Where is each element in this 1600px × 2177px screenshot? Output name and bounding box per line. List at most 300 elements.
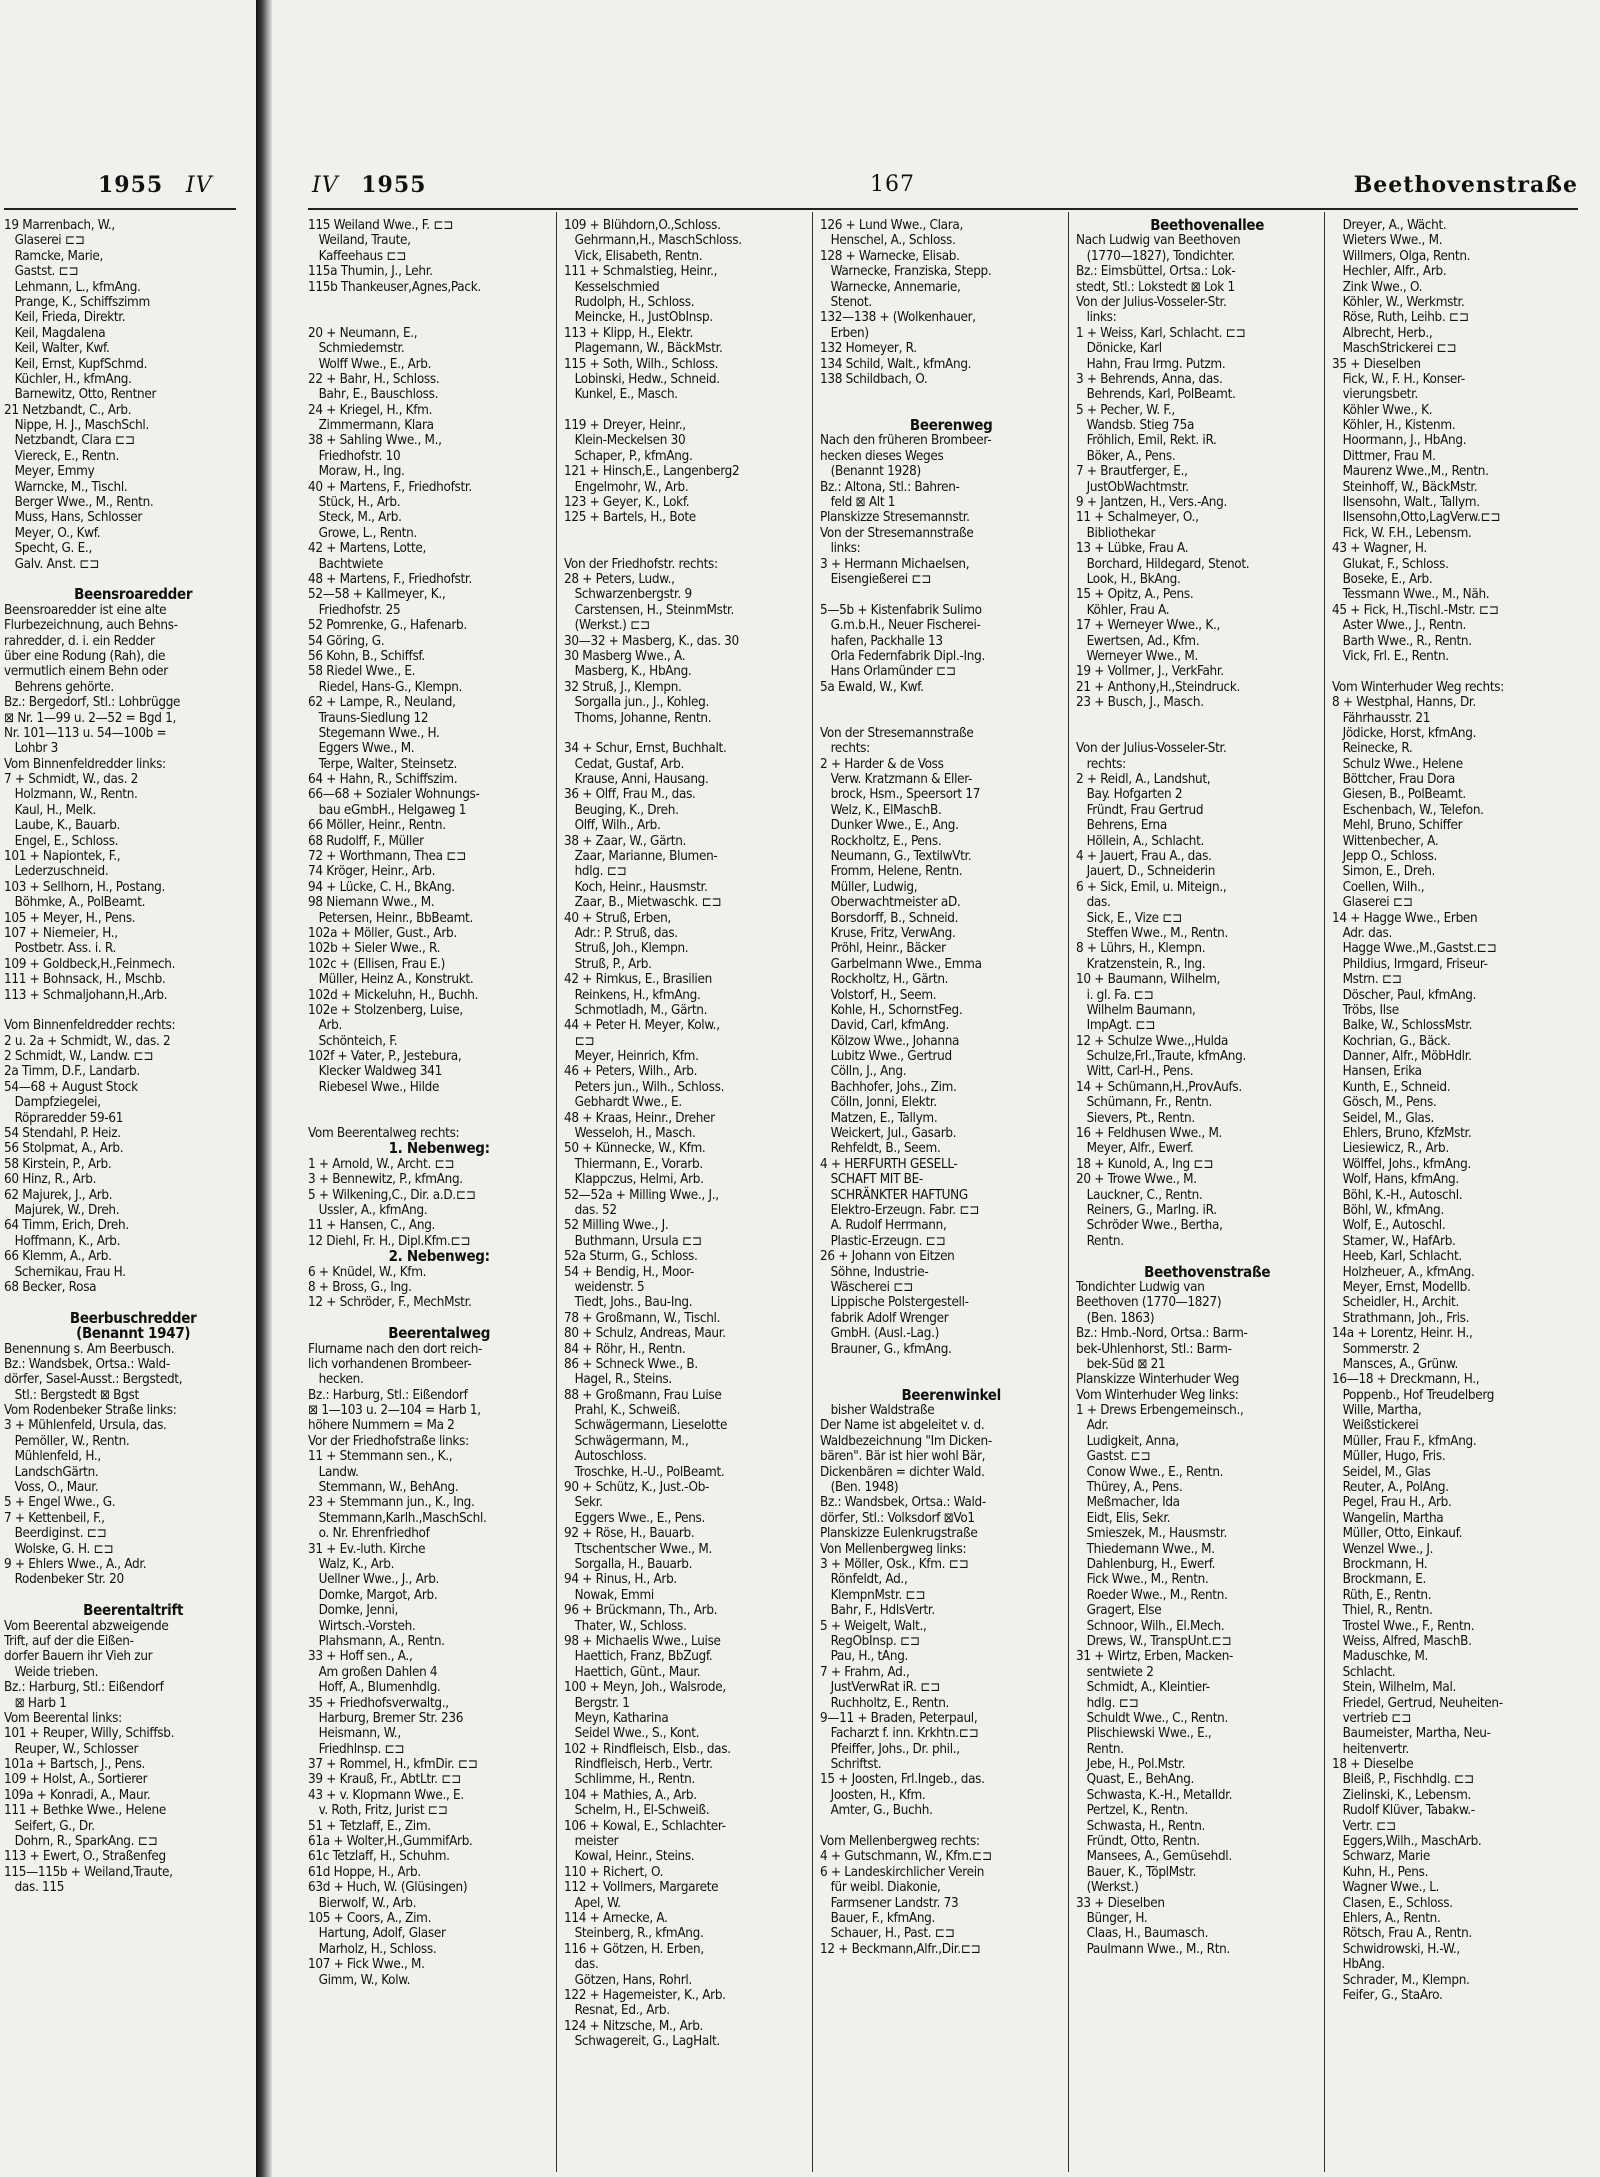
directory-line: Giesen, B., PolBeamt.	[1332, 787, 1466, 803]
directory-line: Bauer, F., kfmAng.	[820, 1910, 936, 1926]
directory-line: Berger Wwe., M., Rentn.	[4, 495, 154, 511]
directory-line: 58 Riedel Wwe., E.	[308, 664, 416, 680]
directory-line: 94 + Rinus, H., Arb.	[564, 1572, 677, 1588]
directory-line: Danner, Alfr., MöbHdlr.	[1332, 1049, 1472, 1065]
directory-line: Baumeister, Martha, Neu-	[1332, 1726, 1491, 1742]
directory-line: 105 + Meyer, H., Pens.	[4, 910, 136, 926]
directory-line: Trostel Wwe., F., Rentn.	[1332, 1618, 1475, 1634]
left-header-roman: IV	[185, 173, 213, 198]
directory-line: Müller, Frau F., kfmAng.	[1332, 1433, 1477, 1449]
directory-line: 21 + Anthony,H.,Steindruck.	[1076, 679, 1241, 695]
directory-line: Masberg, K., HbAng.	[564, 664, 692, 680]
directory-line: 5 + Engel Wwe., G.	[4, 1495, 116, 1511]
directory-line: Wilhelm Baumann,	[1076, 1002, 1196, 1018]
directory-line: 22 + Bahr, H., Schloss.	[308, 371, 440, 387]
directory-line: Rönfeldt, Ad.,	[820, 1572, 908, 1588]
directory-line: Weiss, Alfred, MaschB.	[1332, 1633, 1472, 1649]
directory-line: Glukat, F., Schloss.	[1332, 556, 1449, 572]
directory-line: Lehmann, L., kfmAng.	[4, 279, 141, 295]
directory-line: Schümann, Fr., Rentn.	[1076, 1095, 1213, 1111]
directory-line: 54 + Bendig, H., Moor-	[564, 1264, 694, 1280]
directory-line: Jepp O., Schloss.	[1332, 849, 1437, 865]
directory-line: 52—58 + Kallmeyer, K.,	[308, 587, 446, 603]
directory-line: Schelm, H., El-Schweiß.	[564, 1803, 710, 1819]
directory-line: Hoffmann, K., Arb.	[4, 1233, 121, 1249]
directory-line: hdlg. ⊏⊐	[1076, 1695, 1139, 1711]
directory-line: Vick, Frl. E., Rentn.	[1332, 648, 1449, 664]
directory-line: Plagemann, W., BäckMstr.	[564, 341, 723, 357]
directory-line: 54 Stendahl, P. Heiz.	[4, 1126, 121, 1142]
directory-line: Zaar, B., Mietwaschk. ⊏⊐	[564, 895, 722, 911]
directory-line: RegObInsp. ⊏⊐	[820, 1633, 920, 1649]
directory-line: Borsdorff, B., Schneid.	[820, 910, 959, 926]
directory-line: Behrends, Karl, PolBeamt.	[1076, 387, 1236, 403]
directory-line: Adr.	[1076, 1418, 1109, 1434]
directory-line: Gastst. ⊏⊐	[4, 264, 79, 280]
directory-line: Stemmann,Karlh.,MaschSchl.	[308, 1510, 487, 1526]
directory-line: (1770—1827), Tondichter.	[1076, 248, 1235, 264]
directory-line: Fründt, Otto, Rentn.	[1076, 1834, 1200, 1850]
directory-line: 107 + Niemeier, H.,	[4, 925, 118, 941]
directory-line: Mehl, Bruno, Schiffer	[1332, 818, 1463, 834]
directory-line: 66 Klemm, A., Arb.	[4, 1249, 112, 1265]
directory-line: 102f + Vater, P., Jestebura,	[308, 1049, 462, 1065]
directory-line: A. Rudolf Herrmann,	[820, 1218, 947, 1234]
directory-line: Voss, O., Maur.	[4, 1480, 99, 1496]
directory-line: Vom Beerentalweg rechts:	[308, 1126, 460, 1142]
directory-line: Schwägermann, M.,	[564, 1433, 689, 1449]
directory-line: Vom Beerental links:	[4, 1710, 122, 1726]
directory-line: Beethoven (1770—1827)	[1076, 1295, 1222, 1311]
directory-line: LandschGärtn.	[4, 1464, 99, 1480]
directory-line: Keil, Frieda, Direktr.	[4, 310, 126, 326]
street-heading: (Benannt 1947)	[49, 1324, 191, 1343]
directory-line	[564, 526, 800, 541]
directory-line: 7 + Brautferger, E.,	[1076, 464, 1188, 480]
directory-line: 12 + Schröder, F., MechMstr.	[308, 1295, 472, 1311]
directory-line: 121 + Hinsch,E., Langenberg2	[564, 464, 740, 480]
directory-line: Böhl, K.-H., Autoschl.	[1332, 1187, 1463, 1203]
directory-line: Holzmann, W., Rentn.	[4, 787, 138, 803]
street-heading: Beerenweg	[883, 416, 993, 435]
directory-line: Carstensen, H., SteinmMstr.	[564, 602, 734, 618]
directory-line: 7 + Schmidt, W., das. 2	[4, 772, 138, 788]
directory-line: Stamer, W., HafArb.	[1332, 1233, 1456, 1249]
directory-line: Höllein, A., Schlacht.	[1076, 833, 1205, 849]
directory-line: Behrens gehörte.	[4, 679, 114, 695]
directory-line: 128 + Warnecke, Elisab.	[820, 248, 960, 264]
directory-line: Specht, G. E.,	[4, 541, 92, 557]
directory-line: 24 + Kriegel, H., Kfm.	[308, 402, 433, 418]
directory-line: Buthmann, Ursula ⊏⊐	[564, 1233, 702, 1249]
directory-line: Struß, P., Arb.	[564, 956, 652, 972]
directory-line: Albrecht, Herb.,	[1332, 325, 1433, 341]
directory-line: Wolf, E., Autoschl.	[1332, 1218, 1446, 1234]
directory-line: rahredder, d. i. ein Redder	[4, 633, 155, 649]
directory-line: Götzen, Hans, Rohrl.	[564, 1972, 692, 1988]
directory-line: Clasen, E., Schloss.	[1332, 1895, 1453, 1911]
directory-line: Mansces, A., Grünw.	[1332, 1356, 1459, 1372]
directory-line: Warnecke, Franziska, Stepp.	[820, 264, 992, 280]
directory-line: Thiedemann Wwe., M.	[1076, 1541, 1215, 1557]
directory-line: Steinhoff, W., BäckMstr.	[1332, 479, 1478, 495]
directory-line: Koch, Heinr., Hausmstr.	[564, 879, 708, 895]
directory-line: Schwarz, Marie	[1332, 1849, 1430, 1865]
directory-line: Thoms, Johanne, Rentn.	[564, 710, 712, 726]
right-column-4	[1076, 218, 1312, 1957]
directory-line: Boseke, E., Arb.	[1332, 571, 1433, 587]
directory-line: Bibliothekar	[1076, 525, 1156, 541]
directory-line: Bahr, F., HdlsVertr.	[820, 1603, 935, 1619]
directory-line: Sommerstr. 2	[1332, 1341, 1420, 1357]
directory-line: Zaar, Marianne, Blumen-	[564, 849, 718, 865]
directory-line: Bierwolf, W., Arb.	[308, 1895, 417, 1911]
directory-line: Majurek, W., Dreh.	[4, 1203, 120, 1218]
directory-line: Thiel, R., Rentn.	[1332, 1603, 1433, 1619]
directory-line: 4 + Gutschmann, W., Kfm.⊏⊐	[820, 1849, 992, 1865]
directory-line: Müller, Ludwig,	[820, 879, 918, 895]
directory-line: (Werkst.) ⊏⊐	[564, 618, 650, 634]
directory-line: Matzen, E., Tallym.	[820, 1110, 938, 1126]
directory-line: Wenzel Wwe., J.	[1332, 1541, 1434, 1557]
directory-line: dorfer Bauern ihr Vieh zur	[4, 1649, 153, 1665]
directory-line: Krause, Anni, Hausang.	[564, 772, 709, 788]
directory-line: Plahsmann, A., Rentn.	[308, 1633, 445, 1649]
directory-line: Behrens, Erna	[1076, 818, 1167, 834]
directory-line: Reuper, W., Schlosser	[4, 1741, 139, 1757]
directory-line: 42 + Martens, Lotte,	[308, 541, 427, 557]
directory-line: Friedhlnsp. ⊏⊐	[308, 1741, 405, 1757]
directory-line: bau eGmbH., Helgaweg 1	[308, 802, 467, 818]
directory-line: 10 + Baumann, Wilhelm,	[1076, 972, 1221, 988]
directory-line: SCHAFT MIT BE-	[820, 1172, 923, 1188]
directory-line: Adr. das.	[1332, 925, 1393, 941]
directory-line: Keil, Walter, Kwf.	[4, 341, 110, 357]
directory-line	[820, 387, 1056, 402]
directory-line: Am großen Dahlen 4	[308, 1664, 438, 1680]
directory-line: Brauner, G., kfmAng.	[820, 1341, 952, 1357]
directory-line: ⊠ Nr. 1—99 u. 2—52 = Bgd 1,	[4, 710, 177, 726]
directory-line: Struß, Joh., Klempn.	[564, 941, 689, 957]
directory-line: (Werkst.)	[1076, 1880, 1139, 1896]
street-heading: Beerentalweg	[361, 1324, 491, 1343]
column-divider	[1324, 212, 1325, 2172]
directory-line: Keil, Magdalena	[4, 325, 106, 341]
directory-line: Wittenbecher, A.	[1332, 833, 1439, 849]
directory-line: Klecker Waldweg 341	[308, 1064, 443, 1080]
directory-line: v. Roth, Fritz, Jurist ⊏⊐	[308, 1803, 448, 1819]
directory-line: Bz.: Altona, Stl.: Bahren-	[820, 479, 960, 495]
directory-line: Böhl, W., kfmAng.	[1332, 1203, 1444, 1218]
directory-line: Tondichter Ludwig van	[1076, 1279, 1205, 1295]
right-header-year: 1955	[361, 172, 427, 198]
directory-line: 34 + Schur, Ernst, Buchhalt.	[564, 741, 727, 757]
directory-line: Köhler, Frau A.	[1076, 602, 1170, 618]
directory-line: Bachtwiete	[308, 556, 383, 572]
directory-line: bek-Uhlenhorst, Stl.: Barm-	[1076, 1341, 1232, 1357]
directory-line: links:	[820, 541, 861, 557]
directory-line: Schuldt Wwe., C., Rentn.	[1076, 1710, 1229, 1726]
directory-line: Lederzuschneid.	[4, 864, 109, 880]
directory-line: Bz.: Eimsbüttel, Ortsa.: Lok-	[1076, 264, 1236, 280]
street-heading: Beerenwinkel	[875, 1385, 1001, 1404]
directory-line: 20 + Trowe Wwe., M.	[1076, 1172, 1197, 1188]
directory-line	[4, 1003, 236, 1018]
directory-line: Gebhardt Wwe., E.	[564, 1095, 682, 1111]
directory-line: 101 + Reuper, Willy, Schiffsb.	[4, 1726, 175, 1742]
directory-line: Joosten, H., Kfm.	[820, 1787, 926, 1803]
directory-line: Facharzt f. inn. Krkhtn.⊏⊐	[820, 1726, 979, 1742]
directory-line: 43 + Wagner, H.	[1332, 541, 1427, 557]
directory-line: vierungsbetr.	[1332, 387, 1419, 403]
directory-line: Oberwachtmeister aD.	[820, 895, 961, 911]
directory-line: 62 Majurek, J., Arb.	[4, 1187, 113, 1203]
directory-line: brock, Hsm., Speersort 17	[820, 787, 981, 803]
directory-line: 115a Thumin, J., Lehr.	[308, 264, 433, 280]
directory-line: hecken.	[308, 1372, 364, 1388]
directory-line: Jebe, H., Pol.Mstr.	[1076, 1757, 1186, 1773]
directory-line: Schönteich, F.	[308, 1033, 398, 1049]
directory-line: Kunkel, E., Masch.	[564, 387, 678, 403]
directory-line: 56 Stolpmat, A., Arb.	[4, 1141, 124, 1157]
directory-line: 2 + Reidl, A., Landshut,	[1076, 772, 1211, 788]
directory-line: hafen, Packhalle 13	[820, 633, 943, 649]
directory-line: Riebesel Wwe., Hilde	[308, 1079, 440, 1095]
right-column-5	[1332, 218, 1582, 2003]
directory-line: 109a + Konradi, A., Maur.	[4, 1787, 151, 1803]
directory-line: Friedel, Gertrud, Neuheiten-	[1332, 1695, 1503, 1711]
directory-line: Dittmer, Frau M.	[1332, 448, 1436, 464]
directory-line: 116 + Götzen, H. Erben,	[564, 1941, 704, 1957]
directory-line: Arb.	[308, 1018, 343, 1034]
street-heading: Beerentaltrift	[56, 1601, 184, 1620]
directory-line: 20 + Neumann, E.,	[308, 325, 418, 341]
directory-line: 102e + Stolzenberg, Luise,	[308, 1002, 463, 1018]
directory-line: 86 + Schneck Wwe., B.	[564, 1356, 698, 1372]
directory-line: 9 + Ehlers Wwe., A., Adr.	[4, 1556, 147, 1572]
directory-line: Gösch, M., Pens.	[1332, 1095, 1437, 1111]
directory-line: 54—68 + August Stock	[4, 1079, 138, 1095]
directory-line: 3 + Möller, Osk., Kfm. ⊏⊐	[820, 1556, 969, 1572]
directory-line: Von Mellenbergweg links:	[820, 1541, 967, 1557]
directory-line: 2 + Harder & de Voss	[820, 756, 944, 772]
directory-line: 111 + Bethke Wwe., Helene	[4, 1803, 166, 1819]
directory-line: Pfeiffer, Johs., Dr. phil.,	[820, 1741, 960, 1757]
directory-line: Fick, W. F.H., Lebensm.	[1332, 525, 1472, 541]
directory-line: Viereck, E., Rentn.	[4, 448, 119, 464]
directory-line: 43 + v. Klopmann Wwe., E.	[308, 1787, 464, 1803]
directory-line: Laube, K., Bauarb.	[4, 818, 121, 834]
directory-line: Eggers,Wilh., MaschArb.	[1332, 1834, 1482, 1850]
directory-line: bisher Waldstraße	[820, 1403, 935, 1419]
directory-line: Glaserei ⊏⊐	[4, 233, 85, 249]
directory-line: o. Nr. Ehrenfriedhof	[308, 1526, 430, 1542]
directory-line: 5a Ewald, W., Kwf.	[820, 679, 924, 695]
book-gutter	[256, 0, 272, 2177]
directory-line: Bz.: Wandsbek, Ortsa.: Wald-	[820, 1495, 986, 1511]
directory-line: Vom Binnenfeldredder links:	[4, 756, 166, 772]
directory-line: Meyer, O., Kwf.	[4, 525, 101, 541]
directory-line: hdlg. ⊏⊐	[564, 864, 627, 880]
column-divider	[812, 212, 813, 2172]
directory-line: Vick, Elisabeth, Rentn.	[564, 248, 703, 264]
directory-line: 52 Pomrenke, G., Hafenarb.	[308, 618, 467, 634]
directory-line: Garbelmann Wwe., Emma	[820, 956, 982, 972]
directory-line: 45 + Fick, H.,Tischl.-Mstr. ⊏⊐	[1332, 602, 1499, 618]
directory-line: Strathmann, Joh., Fris.	[1332, 1310, 1470, 1326]
directory-line: Plischiewski Wwe., E.,	[1076, 1726, 1212, 1742]
directory-line: Rötsch, Frau A., Rentn.	[1332, 1926, 1472, 1942]
directory-line: 7 + Kettenbeil, F.,	[4, 1510, 105, 1526]
directory-line: 15 + Opitz, A., Pens.	[1076, 587, 1194, 603]
directory-line: Zimmermann, Klara	[308, 418, 434, 434]
directory-line: 5—5b + Kistenfabrik Sulimo	[820, 602, 982, 618]
directory-line: Netzbandt, Clara ⊏⊐	[4, 433, 135, 449]
directory-line: Kunth, E., Schneid.	[1332, 1079, 1451, 1095]
directory-line: Hartung, Adolf, Glaser	[308, 1926, 446, 1942]
directory-line: Bergstr. 1	[564, 1695, 630, 1711]
directory-line: 30 Masberg Wwe., A.	[564, 648, 686, 664]
directory-line: Küchler, H., kfmAng.	[4, 371, 132, 387]
directory-line: 109 + Blühdorn,O.,Schloss.	[564, 218, 721, 233]
directory-line: Terpe, Walter, Steinsetz.	[308, 756, 458, 772]
directory-line: 72 + Worthmann, Thea ⊏⊐	[308, 849, 466, 865]
directory-line: Ilsensohn,Otto,LagVerw.⊏⊐	[1332, 510, 1501, 526]
directory-line: Rockholtz, H., Gärtn.	[820, 972, 949, 988]
directory-line	[564, 541, 800, 556]
directory-line: Dunker Wwe., E., Ang.	[820, 818, 959, 834]
directory-line: Weißstickerei	[1332, 1418, 1419, 1434]
directory-line: 40 + Martens, F., Friedhofstr.	[308, 479, 472, 495]
directory-line: 12 + Beckmann,Alfr.,Dir.⊏⊐	[820, 1941, 981, 1957]
directory-line: Lippische Polstergestell-	[820, 1295, 969, 1311]
directory-line: Sick, E., Vize ⊏⊐	[1076, 910, 1182, 926]
directory-line	[308, 1111, 544, 1126]
directory-line: Fründt, Frau Gertrud	[1076, 802, 1204, 818]
directory-line: Wäscherei ⊏⊐	[820, 1279, 913, 1295]
directory-line: 14a + Lorentz, Heinr. H.,	[1332, 1326, 1473, 1342]
directory-line: Böttcher, Frau Dora	[1332, 772, 1455, 788]
directory-line: (Ben. 1863)	[1076, 1310, 1155, 1326]
directory-line: Vom Winterhuder Weg links:	[1076, 1387, 1239, 1403]
directory-line: Wieters Wwe., M.	[1332, 233, 1443, 249]
directory-line: 68 Becker, Rosa	[4, 1279, 97, 1295]
directory-line: 3 + Bennewitz, P., kfmAng.	[308, 1172, 463, 1188]
directory-line: 101 + Napiontek, F.,	[4, 849, 121, 865]
directory-line: Kowal, Heinr., Steins.	[564, 1849, 695, 1865]
directory-line: 37 + Rommel, H., kfmDir. ⊏⊐	[308, 1757, 478, 1773]
directory-line: Fick Wwe., M., Rentn.	[1076, 1572, 1209, 1588]
directory-line: 113 + Schmaljohann,H.,Arb.	[4, 987, 168, 1003]
directory-line: Beuging, K., Dreh.	[564, 802, 679, 818]
directory-line: Apel, W.	[564, 1895, 621, 1911]
directory-line: Weickert, Jul., Gasarb.	[820, 1126, 957, 1142]
directory-line: stedt, Stl.: Lokstedt ⊠ Lok 1	[1076, 279, 1235, 295]
directory-line: 14 + Hagge Wwe., Erben	[1332, 910, 1478, 926]
directory-line: 62 + Lampe, R., Neuland,	[308, 695, 456, 711]
directory-line: Growe, L., Rentn.	[308, 525, 417, 541]
directory-line: Bz.: Harburg, Stl.: Eißendorf	[308, 1387, 468, 1403]
directory-line: Jauert, D., Schneiderin	[1076, 864, 1216, 880]
directory-line: Dreyer, A., Wächt.	[1332, 218, 1447, 233]
directory-line: 52 Milling Wwe., J.	[564, 1218, 669, 1234]
directory-line: 113 + Klipp, H., Elektr.	[564, 325, 693, 341]
directory-line: 100 + Meyn, Joh., Walsrode,	[564, 1680, 726, 1696]
directory-line: Moraw, H., Ing.	[308, 464, 405, 480]
directory-line: 33 + Hoff sen., A.,	[308, 1649, 413, 1665]
directory-line: Drews, W., TranspUnt.⊏⊐	[1076, 1633, 1232, 1649]
directory-line: Stein, Wilhelm, Mal.	[1332, 1680, 1457, 1696]
directory-line: rechts:	[1076, 756, 1126, 772]
directory-line: 122 + Hagemeister, K., Arb.	[564, 1987, 726, 2003]
directory-line: 84 + Röhr, H., Rentn.	[564, 1341, 686, 1357]
directory-line: Köhler, H., Kistenm.	[1332, 418, 1456, 434]
directory-line: Müller, Hugo, Fris.	[1332, 1449, 1446, 1465]
directory-line: Rodenbeker Str. 20	[4, 1572, 124, 1588]
directory-line: Riedel, Hans-G., Klempn.	[308, 679, 463, 695]
directory-line: 102c + (Ellisen, Frau E.)	[308, 956, 446, 972]
directory-line: Friedhofstr. 10	[308, 448, 401, 464]
directory-line: Hahn, Frau Irmg. Putzm.	[1076, 356, 1226, 372]
directory-line: Meyer, Ernst, Modellb.	[1332, 1279, 1471, 1295]
directory-line: Lobinski, Hedw., Schneid.	[564, 371, 720, 387]
directory-line: Olff, Wilh., Arb.	[564, 818, 661, 834]
directory-line: Hagel, R., Steins.	[564, 1372, 672, 1388]
directory-line: Planskizze Stresemannstr.	[820, 510, 970, 526]
directory-line: Müller, Heinz A., Konstrukt.	[308, 972, 474, 988]
directory-line: JustObWachtmstr.	[1076, 479, 1189, 495]
right-column-2	[564, 218, 800, 2049]
directory-line: Planskizze Eulenkrugstraße	[820, 1526, 978, 1542]
directory-line: 111 + Bohnsack, H., Mschb.	[4, 972, 166, 988]
directory-line: Jödicke, Horst, kfmAng.	[1332, 725, 1477, 741]
directory-line: Flurbezeichnung, auch Behns-	[4, 618, 178, 634]
directory-line: Meyn, Katharina	[564, 1710, 669, 1726]
directory-line: Kölzow Wwe., Johanna	[820, 1033, 960, 1049]
directory-line: 60 Hinz, R., Arb.	[4, 1172, 97, 1188]
directory-line: Müller, Otto, Einkauf.	[1332, 1526, 1463, 1542]
directory-line: Prahl, K., Schweiß.	[564, 1403, 681, 1419]
directory-line: Schwägermann, Lieselotte	[564, 1418, 728, 1434]
directory-line: Rentn.	[1076, 1233, 1124, 1249]
directory-line: 109 + Holst, A., Sortierer	[4, 1772, 148, 1788]
directory-line: heitenvertr.	[1332, 1741, 1409, 1757]
directory-line: Reinkens, H., kfmAng.	[564, 987, 701, 1003]
directory-line: Smieszek, M., Hausmstr.	[1076, 1526, 1227, 1542]
directory-line: Dohrn, R., SparkAng. ⊏⊐	[4, 1834, 158, 1850]
directory-line: 50 + Künnecke, W., Kfm.	[564, 1141, 706, 1157]
directory-line: Nach den früheren Brombeer-	[820, 433, 992, 449]
directory-line: 96 + Brückmann, Th., Arb.	[564, 1603, 718, 1619]
directory-line: Gastst. ⊏⊐	[1076, 1449, 1151, 1465]
directory-line	[564, 726, 800, 741]
directory-line: 8 + Lührs, H., Klempn.	[1076, 941, 1206, 957]
directory-line: Röpraredder 59-61	[4, 1110, 124, 1126]
directory-line: Von der Stresemannstraße	[820, 725, 974, 741]
directory-line: Nr. 101—113 u. 54—100b =	[4, 725, 167, 741]
directory-line: Pau, H., tAng.	[820, 1649, 909, 1665]
directory-line: 105 + Coors, A., Zim.	[308, 1910, 432, 1926]
directory-line: Ehlers, A., Rentn.	[1332, 1910, 1441, 1926]
directory-line: 15 + Joosten, Frl.Ingeb., das.	[820, 1772, 985, 1788]
directory-line: Barth Wwe., R., Rentn.	[1332, 633, 1472, 649]
directory-line: 19 Marrenbach, W.,	[4, 218, 115, 233]
directory-line: Hans Orlamünder ⊏⊐	[820, 664, 956, 680]
directory-line: 63d + Huch, W. (Glüsingen)	[308, 1880, 468, 1896]
directory-line: 102a + Möller, Gust., Arb.	[308, 925, 457, 941]
directory-line: Kochrian, G., Bäck.	[1332, 1033, 1451, 1049]
directory-line: Hoormann, J., HbAng.	[1332, 433, 1467, 449]
